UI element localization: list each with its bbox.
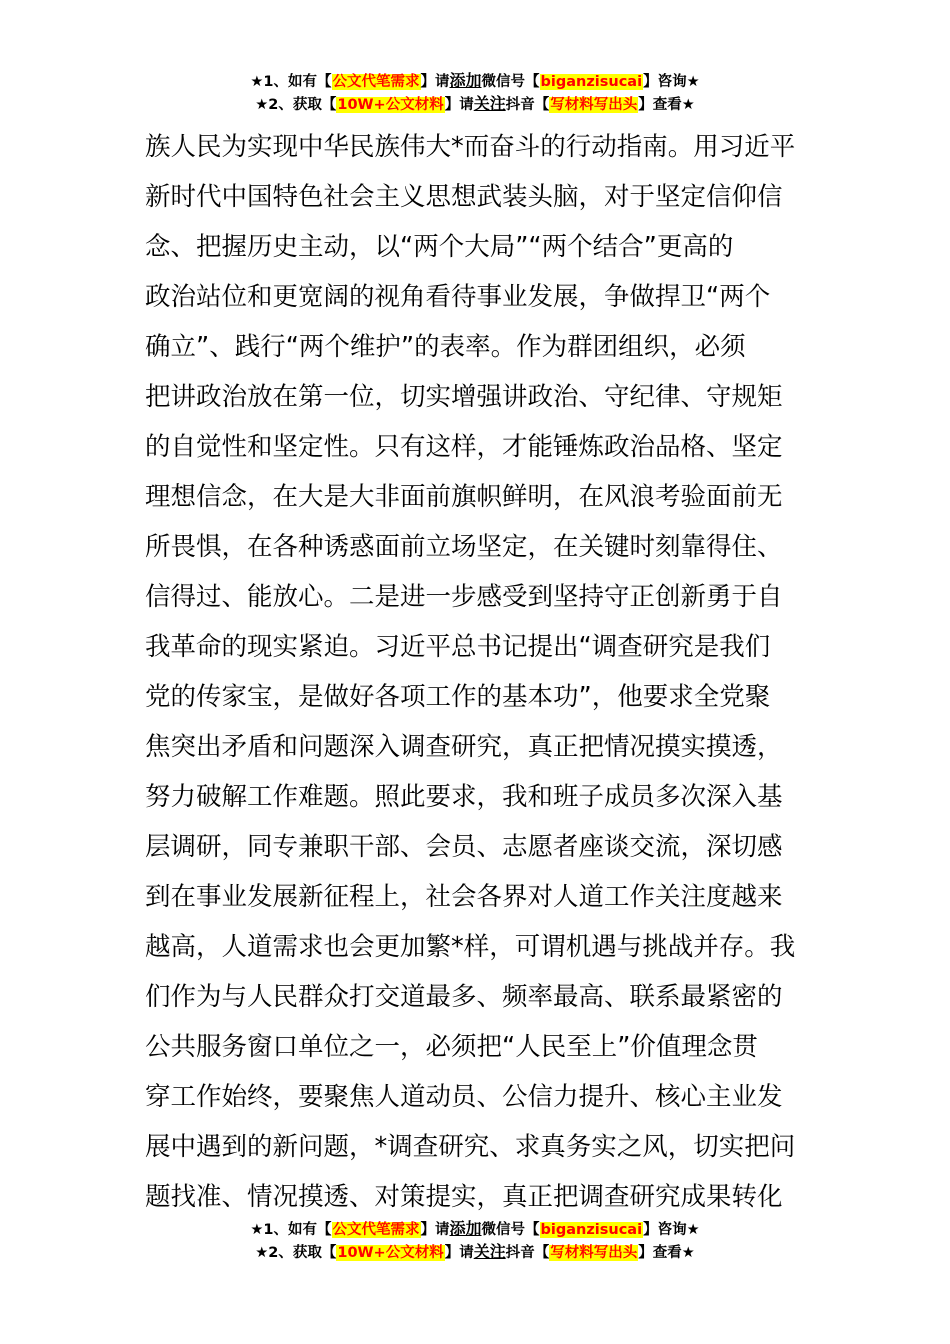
banner-text: ★1、如有【 [250, 74, 332, 90]
banner-text: 】咨询★ [643, 74, 700, 90]
body-line: 信得过、能放心。二是进一步感受到坚持守正创新勇于自 [145, 582, 783, 612]
banner-text: 】请 [420, 1222, 450, 1238]
body-line: 念、把握历史主动，以“两个大局”“两个结合”更高的 [145, 232, 734, 262]
banner-text: 】查看★ [638, 1245, 695, 1261]
banner-line-1 [0, 1218, 950, 1241]
body-line: 越高，人道需求也会更加繁*样，可谓机遇与挑战并存。我 [145, 932, 796, 962]
banner-text: 抖音【 [505, 1245, 550, 1261]
body-line: 穿工作始终，要聚焦人道动员、公信力提升、核心主业发 [145, 1082, 783, 1112]
body-line: 层调研，同专兼职干部、会员、志愿者座谈交流，深切感 [145, 832, 783, 862]
body-line: 焦突出矛盾和问题深入调查研究，真正把情况摸实摸透， [145, 732, 783, 762]
banner-highlight: 公文代笔需求 [332, 74, 420, 90]
banner-highlight: 写材料写出头 [550, 1245, 638, 1261]
banner-text: 】请 [420, 74, 450, 90]
banner-text: 】请 [444, 1245, 474, 1261]
body-line: 公共服务窗口单位之一，必须把“人民至上”价值理念贯 [145, 1032, 758, 1062]
banner-highlight: 公文代笔需求 [332, 1222, 420, 1238]
banner-line-1 [0, 70, 950, 93]
body-line: 展中遇到的新问题，*调查研究、求真务实之风，切实把问 [145, 1132, 796, 1162]
banner-underline: 添加 [449, 71, 482, 90]
banner-highlight: biganzisucai [540, 74, 643, 90]
banner-underline: 添加 [449, 1219, 482, 1238]
document-body [145, 122, 810, 1222]
banner-text: ★2、获取【 [255, 1245, 337, 1261]
banner-highlight: biganzisucai [540, 1222, 643, 1238]
body-line: 的自觉性和坚定性。只有这样，才能锤炼政治品格、坚定 [145, 432, 783, 462]
footer-banner [0, 1218, 950, 1264]
banner-highlight: 写材料写出头 [550, 97, 638, 113]
banner-text: 】查看★ [638, 97, 695, 113]
banner-highlight: 10W+公文材料 [337, 1245, 444, 1261]
body-line: 题找准、情况摸透、对策提实，真正把调查研究成果转化 [145, 1182, 783, 1212]
banner-underline: 关注 [473, 94, 506, 113]
body-line: 到在事业发展新征程上，社会各界对人道工作关注度越来 [145, 882, 783, 912]
banner-text: 微信号【 [481, 74, 540, 90]
banner-underline: 关注 [473, 1242, 506, 1261]
banner-text: 】请 [444, 97, 474, 113]
header-banner [0, 70, 950, 116]
banner-line-2 [0, 1241, 950, 1264]
banner-highlight: 10W+公文材料 [337, 97, 444, 113]
body-line: 族人民为实现中华民族伟大*而奋斗的行动指南。用习近平 [145, 132, 796, 162]
body-line: 努力破解工作难题。照此要求，我和班子成员多次深入基 [145, 782, 783, 812]
banner-text: 】咨询★ [643, 1222, 700, 1238]
body-line: 党的传家宝，是做好各项工作的基本功”，他要求全党聚 [145, 682, 771, 712]
banner-text: ★1、如有【 [250, 1222, 332, 1238]
body-line: 们作为与人民群众打交道最多、频率最高、联系最紧密的 [145, 982, 783, 1012]
body-line: 所畏惧，在各种诱惑面前立场坚定，在关键时刻靠得住、 [145, 532, 783, 562]
body-line: 新时代中国特色社会主义思想武装头脑，对于坚定信仰信 [145, 182, 783, 212]
body-line: 理想信念，在大是大非面前旗帜鲜明，在风浪考验面前无 [145, 482, 783, 512]
body-line: 我革命的现实紧迫。习近平总书记提出“调查研究是我们 [145, 632, 771, 662]
body-line: 政治站位和更宽阔的视角看待事业发展，争做捍卫“两个 [145, 282, 771, 312]
banner-text: ★2、获取【 [255, 97, 337, 113]
banner-line-2 [0, 93, 950, 116]
body-line: 确立”、践行“两个维护”的表率。作为群团组织，必须 [145, 332, 746, 362]
body-line: 把讲政治放在第一位，切实增强讲政治、守纪律、守规矩 [145, 382, 783, 412]
banner-text: 微信号【 [481, 1222, 540, 1238]
banner-text: 抖音【 [505, 97, 550, 113]
